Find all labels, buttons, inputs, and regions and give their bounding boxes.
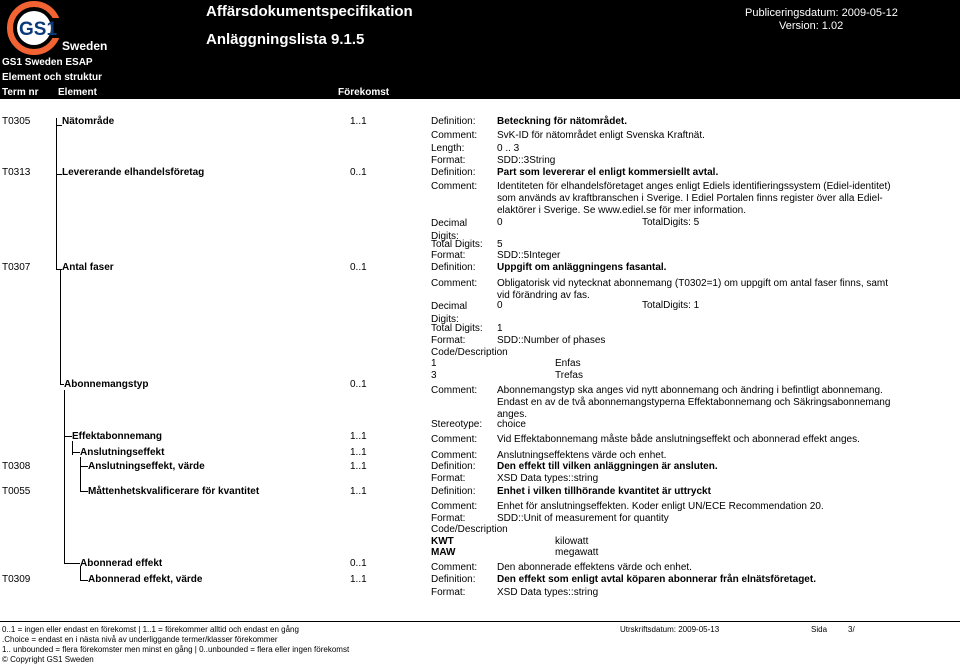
publication-date: Publiceringsdatum: 2009-05-12	[745, 7, 898, 19]
code-value: MAW	[431, 547, 456, 558]
footer-copyright: © Copyright GS1 Sweden	[2, 655, 94, 664]
spec-key: Format:	[431, 587, 466, 598]
element-name: Måttenhetskvalificerare för kvantitet	[88, 486, 260, 497]
spec-value: SvK-ID för nätområdet enligt Svenska Kraftnät.	[497, 130, 705, 141]
spec-key: Comment:	[431, 130, 478, 141]
spec-value: choice	[497, 419, 526, 430]
spec-key: Comment:	[431, 278, 478, 289]
tree-line	[80, 491, 88, 492]
spec-key: Total Digits:	[431, 239, 483, 250]
spec-key: Format:	[431, 155, 466, 166]
element-name: Anslutningseffekt	[80, 447, 165, 458]
spec-value: 0	[497, 300, 503, 311]
spec-key: Comment:	[431, 385, 478, 396]
spec-key: Definition:	[431, 574, 476, 585]
spec-key: Stereotype:	[431, 419, 483, 430]
element-name: Effektabonnemang	[72, 431, 163, 442]
occurrence: 1..1	[350, 116, 367, 127]
spec-value: Enhet för anslutningseffekten. Koder enligt UN/ECE Recommendation 20.	[497, 501, 824, 512]
spec-value: 5	[497, 239, 503, 250]
code-value: 3	[431, 370, 437, 381]
spec-value: SDD::Unit of measurement for quantity	[497, 513, 669, 524]
tree-line	[64, 390, 65, 563]
footer-page-label: Sida	[811, 625, 828, 634]
term-number: T0308	[2, 461, 31, 472]
code-description: kilowatt	[555, 536, 589, 547]
footer-print-date: Utrskriftsdatum: 2009-05-13	[620, 625, 720, 634]
term-number: T0305	[2, 116, 31, 127]
spec-key: Comment:	[431, 501, 478, 512]
tree-line	[56, 118, 57, 270]
tree-line	[72, 452, 80, 453]
spec-value: SDD::3String	[497, 155, 556, 166]
footer-legend-line-2: .Choice = endast en i nästa nivå av underliggande termer/klasser förekommer	[2, 635, 278, 644]
header-band	[0, 0, 960, 99]
term-number: T0313	[2, 167, 31, 178]
occurrence: 1..1	[350, 574, 367, 585]
spec-key: Decimal Digits:	[431, 218, 468, 242]
spec-key: Length:	[431, 143, 465, 154]
spec-value: Den effekt som enligt avtal köparen abonnerar från elnätsföretaget.	[497, 574, 816, 585]
spec-value: Den effekt till vilken anläggningen är ansluten.	[497, 461, 718, 472]
code-description-heading: Code/Description	[431, 347, 508, 358]
column-header-term: Term nr	[2, 87, 39, 98]
spec-value: Beteckning för nätområdet.	[497, 116, 628, 127]
spec-value: Anslutningseffektens värde och enhet.	[497, 450, 667, 461]
spec-value: Abonnemangstyp ska anges vid nytt abonnemang och ändring i befintligt abonnemang. Endast en av de två abonnemangstyperna Effektabonnemang och Säkringsabonnemang anges.	[497, 385, 891, 420]
spec-extra: TotalDigits: 1	[642, 300, 700, 311]
spec-value: SDD::5Integer	[497, 250, 561, 261]
code-description: Trefas	[555, 370, 583, 381]
term-number: T0055	[2, 486, 31, 497]
spec-key: Comment:	[431, 562, 478, 573]
term-number: T0309	[2, 574, 31, 585]
element-name: Nätområde	[62, 116, 115, 127]
code-description: megawatt	[555, 547, 599, 558]
spec-key: Definition:	[431, 167, 476, 178]
spec-value: Obligatorisk vid nytecknat abonnemang (T0302=1) om uppgift om antal faser finns, samt vid förändring av fas.	[497, 278, 889, 301]
spec-key: Definition:	[431, 116, 476, 127]
gs1-sweden-logo	[6, 2, 108, 53]
spec-value: 0	[497, 217, 503, 228]
spec-value: SDD::Number of phases	[497, 335, 606, 346]
column-header-occurrence: Förekomst	[338, 87, 390, 98]
spec-value: Den abonnerade effektens värde och enhet.	[497, 562, 692, 573]
footer-divider	[0, 621, 960, 622]
tree-line	[60, 270, 61, 385]
spec-value: Part som levererar el enligt kommersiellt avtal.	[497, 167, 719, 178]
spec-key: Comment:	[431, 434, 478, 445]
occurrence: 0..1	[350, 379, 367, 390]
code-description: Enfas	[555, 358, 581, 369]
spec-value: 0 .. 3	[497, 143, 520, 154]
spec-key: Format:	[431, 473, 466, 484]
spec-key: Total Digits:	[431, 323, 483, 334]
code-value: KWT	[431, 536, 454, 547]
logo-country-text: Sweden	[62, 39, 108, 53]
spec-value: Uppgift om anläggningens fasantal.	[497, 262, 667, 273]
spec-value: Vid Effektabonnemang måste både anslutningseffekt och abonnerad effekt anges.	[497, 434, 860, 445]
term-number: T0307	[2, 262, 31, 273]
occurrence: 1..1	[350, 461, 367, 472]
spec-key: Format:	[431, 250, 466, 261]
element-name: Levererande elhandelsföretag	[62, 167, 205, 178]
spec-key: Definition:	[431, 461, 476, 472]
organization-label: GS1 Sweden ESAP	[2, 57, 93, 68]
footer-legend-line-3: 1.. unbounded = flera förekomster men minst en gång | 0..unbounded = flera eller ingen förekomst	[2, 645, 350, 654]
logo-brand-text: GS1	[19, 19, 58, 40]
element-name: Antal faser	[62, 262, 114, 273]
spec-value: Enhet i vilken tillhörande kvantitet är uttryckt	[497, 486, 711, 497]
column-header-element: Element	[58, 87, 97, 98]
spec-key: Decimal Digits:	[431, 301, 468, 325]
spec-value: Identiteten för elhandelsföretaget anges enligt Ediels identifieringssystem (Ediel-identitet) som används av kraftbranschen i Sverige. I Ediel Portalen finns register över alla Ediel-elaktörer i Sverige. Se www.ediel.se för mer information.	[497, 181, 891, 216]
occurrence: 0..1	[350, 167, 367, 178]
code-description-heading: Code/Description	[431, 524, 508, 535]
element-name: Abonnerad effekt	[80, 558, 163, 569]
tree-line	[80, 580, 88, 581]
document-title: Affärsdokumentspecifikation	[206, 3, 413, 20]
spec-key: Comment:	[431, 181, 478, 192]
occurrence: 0..1	[350, 558, 367, 569]
footer-legend-line-1: 0..1 = ingen eller endast en förekomst | 1..1 = förekommer alltid och endast en gång	[2, 625, 299, 634]
tree-line	[80, 457, 81, 491]
spec-key: Comment:	[431, 450, 478, 461]
occurrence: 0..1	[350, 262, 367, 273]
code-value: 1	[431, 358, 437, 369]
tree-line	[80, 466, 88, 467]
spec-value: XSD Data types::string	[497, 587, 599, 598]
occurrence: 1..1	[350, 447, 367, 458]
occurrence: 1..1	[350, 486, 367, 497]
tree-line	[64, 436, 72, 437]
spec-extra: TotalDigits: 5	[642, 217, 700, 228]
footer-page-number: 3/	[848, 625, 855, 634]
spec-key: Definition:	[431, 262, 476, 273]
version-label: Version: 1.02	[779, 20, 844, 32]
spec-key: Definition:	[431, 486, 476, 497]
spec-key: Format:	[431, 513, 466, 524]
element-name: Abonnerad effekt, värde	[88, 574, 203, 585]
tree-line	[64, 563, 80, 564]
spec-key: Format:	[431, 335, 466, 346]
element-name: Abonnemangstyp	[64, 379, 149, 390]
section-label: Element och struktur	[2, 72, 103, 83]
document-subtitle: Anläggningslista 9.1.5	[206, 31, 365, 48]
occurrence: 1..1	[350, 431, 367, 442]
spec-value: XSD Data types::string	[497, 473, 599, 484]
element-name: Anslutningseffekt, värde	[88, 461, 205, 472]
spec-value: 1	[497, 323, 503, 334]
